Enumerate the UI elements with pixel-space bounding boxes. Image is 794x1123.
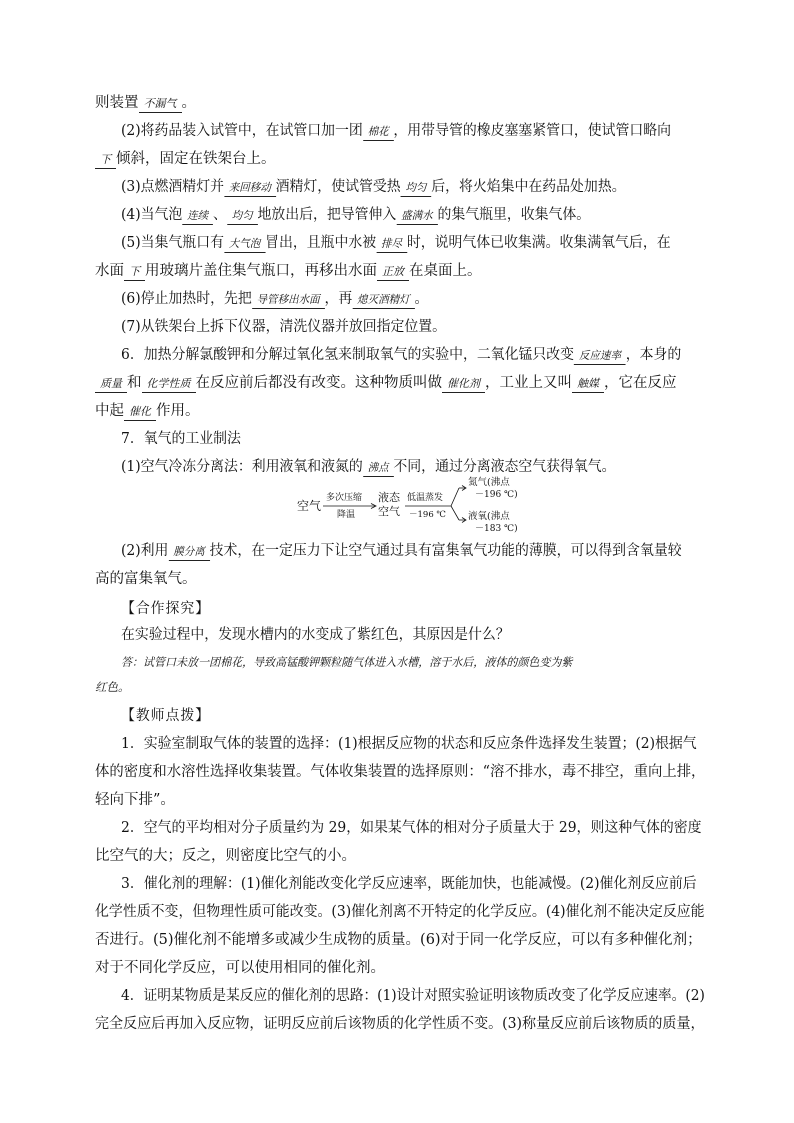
text-line	[95, 930, 705, 950]
answer-blank: 熄灭酒精灯	[352, 292, 414, 309]
answer-blank: 反应速率	[574, 348, 626, 365]
answer-blank: 导管移出水面	[252, 292, 325, 309]
text: 【教师点拨】	[121, 708, 211, 724]
text: ，用带导管的橡皮塞塞紧管口，使试管口略向	[393, 123, 672, 139]
text: 水面	[95, 263, 124, 279]
answer-blank: 质量	[95, 376, 127, 393]
answer-blank: 均匀	[401, 180, 432, 197]
text: (7)从铁架台上拆下仪器，清洗仪器并放回指定位置。	[121, 319, 447, 335]
text: 6．加热分解氯酸钾和分解过氧化氢来制取氧气的实验中，二氧化锰只改变	[121, 347, 575, 363]
answer-blank: 催化	[124, 404, 156, 421]
text: 和	[127, 375, 142, 391]
text-line	[121, 625, 705, 645]
text-line	[121, 233, 705, 253]
text: 时，说明气体已收集满。收集满氧气后，在	[406, 235, 671, 251]
answer-blank: 均匀	[227, 208, 258, 225]
text: 比空气的大；反之，则密度比空气的小。	[95, 848, 356, 864]
text-line	[95, 846, 705, 866]
answer-blank: 不漏气	[139, 96, 182, 113]
text: 技术，在一定压力下让空气通过具有富集氧气功能的薄膜，可以得到含氧量较	[209, 543, 682, 559]
text-line	[121, 874, 705, 894]
diagram-step2-bottom: －196 ℃	[409, 510, 446, 520]
answer-blank: 触媒	[572, 376, 604, 393]
answer-blank: 催化剂	[442, 376, 485, 393]
text: 完全反应后再加入反应物，证明反应前后该物质的化学性质不变。(3)称量反应前后该物质的质量，	[95, 1016, 705, 1032]
text: 在反应前后都没有改变。这种物质叫做	[195, 375, 442, 391]
branch-line-down	[451, 506, 459, 520]
text-line	[95, 958, 705, 978]
text: 高的富集氧气。	[95, 571, 197, 587]
text-line	[121, 734, 705, 754]
answer-blank: 连续	[182, 208, 213, 225]
text: 则装置	[95, 95, 139, 111]
text: 地放出后，把导管伸入	[257, 207, 397, 223]
text: 轻向下排”。	[95, 792, 175, 808]
text-line	[95, 373, 705, 393]
diagram-liquid-air-2: 空气	[378, 505, 400, 518]
text-line	[95, 149, 705, 169]
text: 不同，通过分离液态空气获得氧气。	[393, 459, 616, 475]
text: 4．证明某物质是某反应的催化剂的思路：(1)设计对照实验证明该物质改变了化学反应速率。(2)	[121, 988, 705, 1004]
text-line	[95, 569, 705, 589]
text-line	[121, 289, 705, 309]
text: 酒精灯，使试管受热	[275, 179, 401, 195]
text: (1)空气冷冻分离法：利用液氧和液氮的	[121, 459, 363, 475]
answer-note	[121, 652, 705, 672]
text-line	[121, 317, 705, 337]
answer-blank: 来回移动	[224, 180, 276, 197]
answer-blank: 大气泡	[224, 236, 265, 253]
diagram-o2-line2: －183 ℃)	[475, 524, 518, 534]
text: 在桌面上。	[409, 263, 482, 279]
section-heading	[121, 429, 705, 449]
text-line	[95, 401, 705, 421]
answer-blank: 排尽	[376, 236, 407, 253]
text: 。	[181, 95, 196, 111]
text-line	[121, 818, 705, 838]
branch-line-up	[451, 488, 459, 506]
air-separation-diagram	[295, 474, 535, 536]
answer-blank: 盛满水	[396, 208, 437, 225]
text: (3)点燃酒精灯并	[121, 179, 224, 195]
text: (6)停止加热时，先把	[121, 291, 252, 307]
text-line	[121, 121, 705, 141]
diagram-n2-line2: －196 ℃)	[475, 490, 518, 500]
answer-blank: 下	[95, 152, 116, 169]
text: 的集气瓶里，收集气体。	[437, 207, 591, 223]
text: 中起	[95, 403, 124, 419]
diagram-step2-top: 低温蒸发	[407, 493, 444, 503]
text: 2．空气的平均相对分子质量约为 29，如果某气体的相对分子质量大于 29，则这种气体的密度	[121, 820, 702, 836]
answer-blank: 棉花	[363, 124, 394, 141]
section-heading	[121, 706, 705, 726]
text-line	[95, 261, 705, 281]
text: 在实验过程中，发现水槽内的水变成了紫红色，其原因是什么？	[121, 627, 510, 643]
text: 作用。	[156, 403, 200, 419]
answer-blank: 膜分离	[168, 544, 209, 561]
answer-blank: 沸点	[363, 460, 394, 477]
text: 、	[212, 207, 227, 223]
text-line	[121, 986, 705, 1006]
answer-blank: 下	[124, 264, 145, 281]
diagram-liquid-air-1: 液态	[378, 491, 400, 504]
text-line	[121, 541, 705, 561]
text: (2)将药品装入试管中，在试管口加一团	[121, 123, 363, 139]
text-line	[95, 762, 706, 782]
diagram-o2-line1: 液氧(沸点	[468, 511, 510, 522]
text: ，本身的	[625, 347, 682, 363]
text-line	[121, 345, 705, 365]
text-line	[95, 93, 705, 113]
text: 【合作探究】	[121, 601, 211, 617]
text: 红色。	[95, 680, 130, 694]
text: 否进行。(5)催化剂不能增多或减少生成物的质量。(6)对于同一化学反应，可以有多种催化剂；	[95, 932, 702, 948]
diagram-n2-line1: 氮气(沸点	[468, 477, 510, 488]
text: (4)当气泡	[121, 207, 183, 223]
text: 冒出，且瓶中水被	[265, 235, 377, 251]
text: 答：试管口未放一团棉花，导致高锰酸钾颗粒随气体进入水槽，溶于水后，液体的颜色变为紫	[121, 655, 573, 669]
text: 化学性质不变，但物理性质可能改变。(3)催化剂离不开特定的化学反应。(4)催化剂不能决定反应能	[95, 904, 705, 920]
section-heading	[121, 599, 705, 619]
answer-blank: 正放	[377, 264, 409, 281]
text: 。	[414, 291, 429, 307]
text: (5)当集气瓶口有	[121, 235, 224, 251]
text: ，工业上又叫	[485, 375, 572, 391]
diagram-step1-top: 多次压缩	[326, 493, 363, 503]
answer-note	[95, 677, 705, 697]
text-line	[95, 902, 705, 922]
answer-blank: 化学性质	[142, 376, 196, 393]
text: (2)利用	[121, 543, 169, 559]
text: ，再	[324, 291, 353, 307]
text: 倾斜，固定在铁架台上。	[116, 151, 276, 167]
text-line	[95, 790, 705, 810]
diagram-step1-bottom: 降温	[337, 510, 356, 520]
text-line	[121, 205, 705, 225]
text-line	[95, 1014, 705, 1034]
text: 对于不同化学反应，可以使用相同的催化剂。	[95, 960, 385, 976]
text: 7．氧气的工业制法	[121, 431, 241, 447]
text-line	[121, 177, 705, 197]
text: ，它在反应	[604, 375, 677, 391]
diagram-air: 空气	[297, 499, 322, 513]
text: 3．催化剂的理解：(1)催化剂能改变化学反应速率，既能加快，也能减慢。(2)催化剂反应前后	[121, 876, 697, 892]
text: 后，将火焰集中在药品处加热。	[431, 179, 626, 195]
text: 1．实验室制取气体的装置的选择：(1)根据反应物的状态和反应条件选择发生装置；(2)根据气	[121, 736, 697, 752]
text: 用玻璃片盖住集气瓶口，再移出水面	[145, 263, 377, 279]
text: 体的密度和水溶性选择收集装置。气体收集装置的选择原则：“溶不排水，毒不排空，重向上排，	[95, 764, 706, 780]
